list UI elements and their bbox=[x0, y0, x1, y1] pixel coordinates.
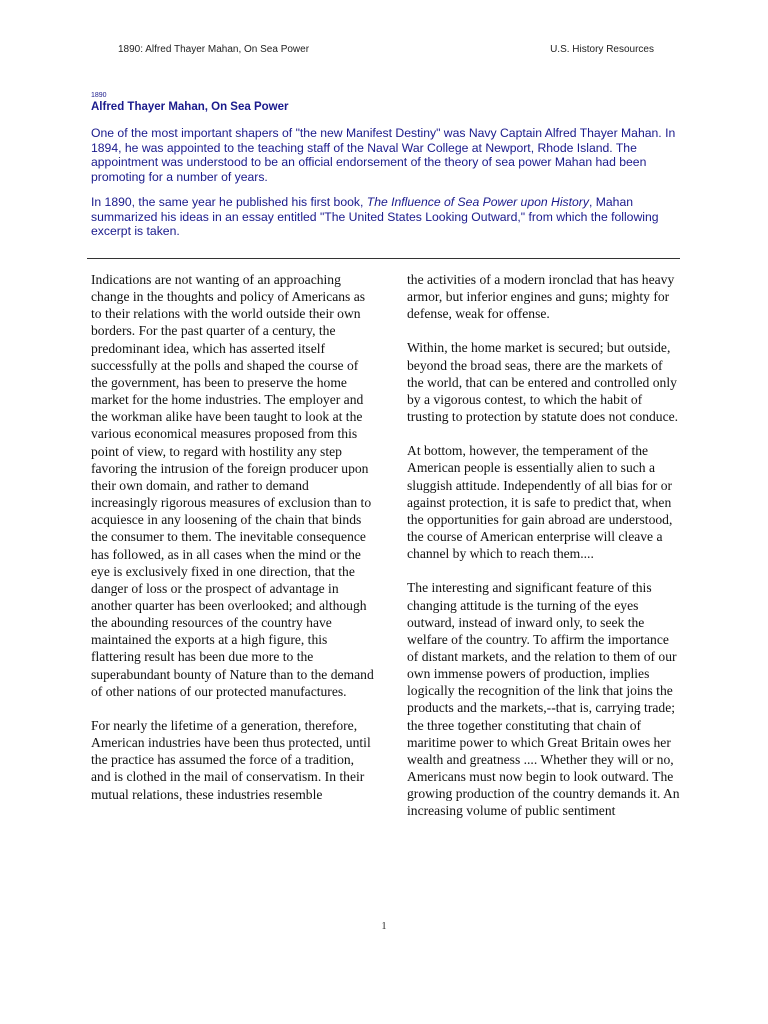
intro-paragraph-1: One of the most important shapers of "the new Manifest Destiny" was Navy Captain Alfred Thayer Mahan. In 1894, he was appointed to the teaching staff of the Naval War College at Newport, Rhode Island. The appointment was understood to be an official endorsement of the theory of sea power Mahan had been promoting for a number of years. bbox=[91, 126, 676, 185]
running-header bbox=[118, 44, 654, 58]
page-number: 1 bbox=[381, 921, 387, 932]
excerpt-paragraph: The interesting and significant feature of this changing attitude is the turning of the eyes outward, instead of inward only, to seek the welfare of the country. To affirm the importance of distant markets, and the relation to them of our own immense powers of production, implies logically the recognition of the link that joins the products and the markets,--that is, carrying trade; the three together constituting that chain of maritime power to which Great Britain owes her wealth and greatness .... Whether they will or no, Americans must now begin to look outward. The growing production of the country demands it. An increasing volume of public sentiment bbox=[407, 580, 680, 819]
excerpt-paragraph: For nearly the lifetime of a generation, therefore, American industries have been thus protected, until the practice has assumed the force of a tradition, and is clothed in the mail of conservatism. In their mutual relations, these industries resemble bbox=[91, 717, 371, 802]
intro-p2-after: , Mahan summarized his ideas in an essay entitled "The United States Looking Outward," from which the following excerpt is taken. bbox=[91, 194, 659, 239]
document-title: Alfred Thayer Mahan, On Sea Power bbox=[91, 101, 289, 113]
header-title: 1890: Alfred Thayer Mahan, On Sea Power bbox=[118, 44, 310, 55]
intro-year: 1890 bbox=[91, 92, 107, 99]
book-title: The Influence of Sea Power upon History bbox=[366, 194, 589, 209]
excerpt-paragraph: the activities of a modern ironclad that has heavy armor, but inferior engines and guns; mighty for defense, weak for offense. bbox=[407, 272, 675, 322]
excerpt-paragraph: At bottom, however, the temperament of the American people is essentially alien to such a sluggish attitude. Independently of all bias for or against protection, it is safe to predict that, when the opportunities for gain abroad are understood, the course of American enterprise will cleave a channel by which to reach them.... bbox=[407, 443, 673, 562]
excerpt-paragraph: Within, the home market is secured; but outside, beyond the broad seas, there are the markets of the world, that can be entered and controlled only by a vigorous contest, to which the habit of trusting to protection by statute does not conduce. bbox=[407, 340, 679, 425]
excerpt-right-column bbox=[407, 271, 680, 837]
excerpt-paragraph: Indications are not wanting of an approaching change in the thoughts and policy of Americans as to their relations with the world outside their own borders. For the past quarter of a century, the predominant idea, which has asserted itself successfully at the polls and shaped the course of the government, has been to preserve the home market for the home industries. The employer and the workman alike have been taught to look at the various economical measures proposed from this point of view, to regard with hostility any step favoring the intrusion of the foreign producer upon their own domain, and rather to demand increasingly rigorous measures of exclusion than to acquiesce in any loosening of the chain that binds the consumer to them. The inevitable consequence has followed, as in all cases when the mind or the eye is exclusively fixed in one direction, that the danger of loss or the prospect of advantage in another quarter has been overlooked; and although the abounding resources of the country have maintained the exports at a high figure, this flattering result has been due more to the superabundant bounty of Nature than to the demand of other nations of our protected manufactures. bbox=[91, 272, 374, 699]
intro-paragraph-2 bbox=[91, 195, 681, 239]
excerpt-left-column bbox=[91, 271, 377, 820]
intro-p2-before: In 1890, the same year he published his first book, bbox=[91, 194, 367, 209]
header-source: U.S. History Resources bbox=[550, 44, 654, 55]
introduction bbox=[91, 92, 681, 249]
horizontal-divider bbox=[87, 258, 680, 259]
